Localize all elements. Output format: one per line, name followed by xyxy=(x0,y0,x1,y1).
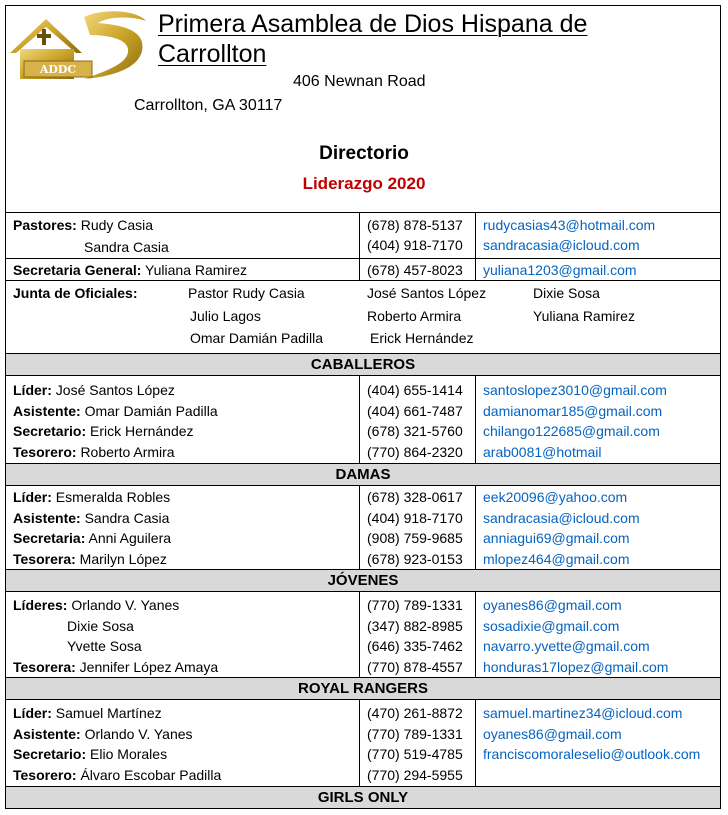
pastor-email[interactable]: rudycasias43@hotmail.com xyxy=(483,217,656,233)
member-email[interactable]: oyanes86@gmail.com xyxy=(483,597,622,613)
junta-member: Julio Lagos xyxy=(190,308,261,324)
divider xyxy=(5,375,721,376)
church-name-line1: Primera Asamblea de Dios Hispana de xyxy=(158,10,588,38)
divider xyxy=(5,212,721,213)
column-divider xyxy=(359,375,360,464)
page-title: Directorio xyxy=(319,143,409,164)
pastor-phone: (404) 918-7170 xyxy=(367,237,463,253)
column-divider xyxy=(359,591,360,678)
church-name xyxy=(158,9,587,69)
junta-member: Omar Damián Padilla xyxy=(190,330,324,346)
member-name: Dixie Sosa xyxy=(67,618,134,634)
member-phone: (404) 918-7170 xyxy=(367,510,463,526)
member-email[interactable]: honduras17lopez@gmail.com xyxy=(483,659,669,675)
member-phone: (770) 789-1331 xyxy=(367,597,463,613)
secretaria-email[interactable]: yuliana1203@gmail.com xyxy=(483,262,637,278)
member-phone: (908) 759-9685 xyxy=(367,530,463,546)
member-phone: (678) 321-5760 xyxy=(367,423,463,439)
page-subtitle: Liderazgo 2020 xyxy=(302,174,426,193)
secretaria-label: Secretaria General: xyxy=(13,262,142,278)
member-phone: (770) 789-1331 xyxy=(367,726,463,742)
logo-text: ADDC xyxy=(39,63,77,76)
secretaria-row xyxy=(13,261,247,279)
role-label: Secretario: xyxy=(13,746,87,762)
column-divider xyxy=(475,212,476,281)
member-name: Yvette Sosa xyxy=(67,638,142,654)
pastor-phone: (678) 878-5137 xyxy=(367,217,463,233)
column-divider xyxy=(359,485,360,570)
junta-member: José Santos López xyxy=(367,285,487,301)
role-label: Asistente: xyxy=(13,726,81,742)
caballeros-row xyxy=(13,443,175,461)
member-phone: (404) 661-7487 xyxy=(367,403,463,419)
member-email[interactable]: eek20096@yahoo.com xyxy=(483,489,628,505)
divider xyxy=(5,591,721,592)
pastor-row xyxy=(13,216,153,234)
role-label: Secretaria: xyxy=(13,530,86,546)
member-name: Erick Hernández xyxy=(90,423,194,439)
role-label: Tesorera: xyxy=(13,551,76,567)
junta-member: Dixie Sosa xyxy=(533,285,600,301)
member-email[interactable]: oyanes86@gmail.com xyxy=(483,726,622,742)
role-label: Tesorera: xyxy=(13,659,76,675)
member-phone: (347) 882-8985 xyxy=(367,618,463,634)
junta-member: Roberto Armira xyxy=(367,308,462,324)
member-email[interactable]: sandracasia@icloud.com xyxy=(483,510,640,526)
role-label: Líderes: xyxy=(13,597,68,613)
junta-member: Pastor Rudy Casia xyxy=(188,285,305,301)
role-label: Líder: xyxy=(13,382,52,398)
column-divider xyxy=(475,375,476,464)
member-phone: (770) 864-2320 xyxy=(367,444,463,460)
section-header-damas: DAMAS xyxy=(6,464,720,485)
column-divider xyxy=(359,212,360,281)
column-divider xyxy=(475,485,476,570)
divider xyxy=(5,280,721,281)
member-name: Esmeralda Robles xyxy=(55,489,171,505)
pastores-label: Pastores: xyxy=(13,217,77,233)
member-name: Anni Aguilera xyxy=(88,530,172,546)
address-street: 406 Newnan Road xyxy=(293,73,426,90)
divider xyxy=(5,485,721,486)
divider xyxy=(5,699,721,700)
secretaria-phone: (678) 457-8023 xyxy=(367,262,463,278)
role-label: Líder: xyxy=(13,705,52,721)
member-email[interactable]: franciscomoraleselio@outlook.com xyxy=(483,746,701,762)
royal-rangers-row xyxy=(13,745,167,763)
role-label: Asistente: xyxy=(13,403,81,419)
role-label: Secretario: xyxy=(13,423,87,439)
pastor-email[interactable]: sandracasia@icloud.com xyxy=(483,237,640,253)
member-phone: (646) 335-7462 xyxy=(367,638,463,654)
address-city: Carrollton, GA 30117 xyxy=(134,97,283,114)
member-name: Orlando V. Yanes xyxy=(84,726,193,742)
section-header-caballeros: CABALLEROS xyxy=(6,354,720,375)
member-phone: (678) 328-0617 xyxy=(367,489,463,505)
member-email[interactable]: sosadixie@gmail.com xyxy=(483,618,620,634)
role-label: Líder: xyxy=(13,489,52,505)
member-name: Samuel Martínez xyxy=(55,705,162,721)
member-name: Elio Morales xyxy=(90,746,168,762)
damas-row xyxy=(13,509,169,527)
royal-rangers-row xyxy=(13,704,162,722)
member-phone: (770) 878-4557 xyxy=(367,659,463,675)
role-label: Tesorero: xyxy=(13,767,77,783)
junta-member: Yuliana Ramirez xyxy=(533,308,635,324)
member-name: José Santos López xyxy=(55,382,175,398)
section-header-royal-rangers: ROYAL RANGERS xyxy=(6,678,720,699)
role-label: Asistente: xyxy=(13,510,81,526)
member-phone: (770) 294-5955 xyxy=(367,767,463,783)
secretaria-name: Yuliana Ramirez xyxy=(145,262,247,278)
member-email[interactable]: samuel.martinez34@icloud.com xyxy=(483,705,683,721)
column-divider xyxy=(359,699,360,787)
column-divider xyxy=(475,591,476,678)
member-email[interactable]: navarro.yvette@gmail.com xyxy=(483,638,650,654)
divider xyxy=(5,258,721,259)
member-name: Jennifer López Amaya xyxy=(79,659,219,675)
member-name: Roberto Armira xyxy=(80,444,175,460)
member-email[interactable]: santoslopez3010@gmail.com xyxy=(483,382,667,398)
junta-member: Erick Hernández xyxy=(370,330,474,346)
column-divider xyxy=(475,699,476,787)
member-email[interactable]: mlopez464@gmail.com xyxy=(483,551,630,567)
jovenes-row xyxy=(13,658,218,676)
pastor-name: Rudy Casia xyxy=(80,217,154,233)
junta-label: Junta de Oficiales: xyxy=(13,285,138,301)
member-email[interactable]: anniagui69@gmail.com xyxy=(483,530,630,546)
member-name: Sandra Casia xyxy=(84,510,170,526)
caballeros-row xyxy=(13,402,218,420)
pastor-name: Sandra Casia xyxy=(84,239,169,255)
damas-row xyxy=(13,529,171,547)
member-phone: (470) 261-8872 xyxy=(367,705,463,721)
member-phone: (678) 923-0153 xyxy=(367,551,463,567)
member-name: Orlando V. Yanes xyxy=(71,597,180,613)
caballeros-row xyxy=(13,422,194,440)
royal-rangers-row xyxy=(13,725,193,743)
role-label: Tesorero: xyxy=(13,444,77,460)
member-email[interactable]: damianomar185@gmail.com xyxy=(483,403,663,419)
member-name: Omar Damián Padilla xyxy=(84,403,218,419)
member-phone: (770) 519-4785 xyxy=(367,746,463,762)
caballeros-row xyxy=(13,381,175,399)
member-email[interactable]: chilango122685@gmail.com xyxy=(483,423,660,439)
damas-row xyxy=(13,488,170,506)
section-header-jovenes: JÓVENES xyxy=(6,570,720,591)
member-phone: (404) 655-1414 xyxy=(367,382,463,398)
damas-row xyxy=(13,550,167,568)
member-name: Álvaro Escobar Padilla xyxy=(80,767,222,783)
section-header-girls-only: GIRLS ONLY xyxy=(6,787,720,808)
jovenes-row xyxy=(13,596,179,614)
church-name-line2: Carrollton xyxy=(158,40,267,68)
royal-rangers-row xyxy=(13,766,221,784)
member-name: Marilyn López xyxy=(79,551,167,567)
member-email[interactable]: arab0081@hotmail xyxy=(483,444,602,460)
church-logo xyxy=(6,9,152,85)
